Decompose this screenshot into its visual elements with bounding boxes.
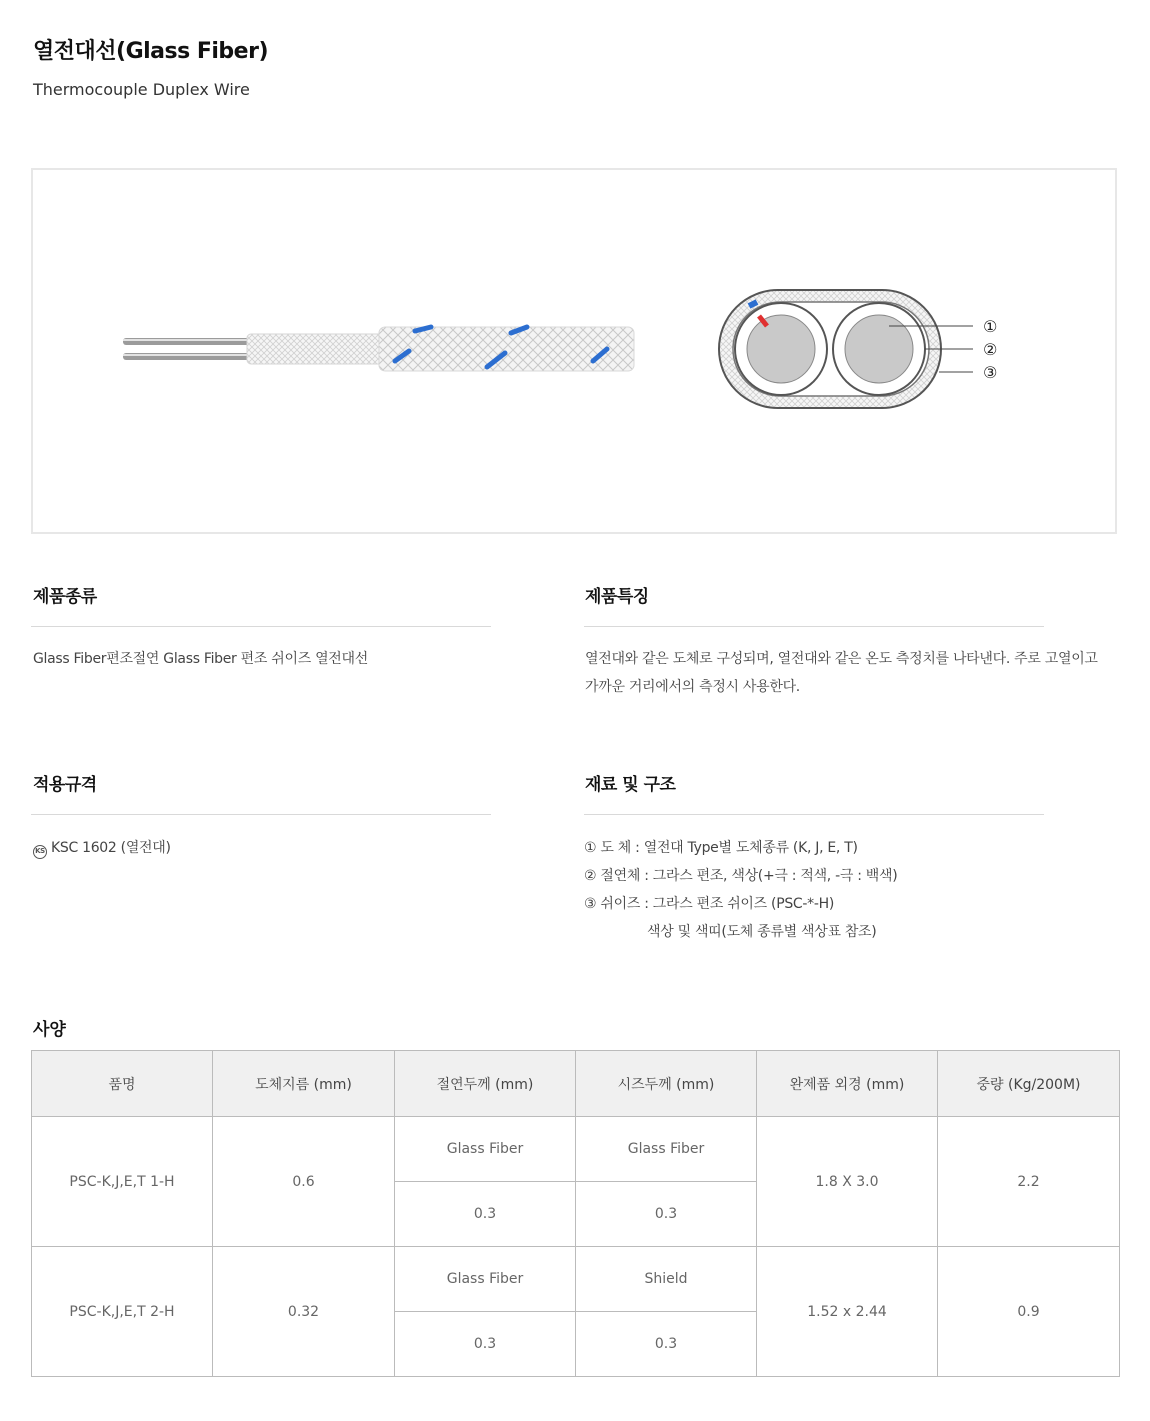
weight-cell: 2.2 bbox=[938, 1117, 1120, 1247]
standard-text-row bbox=[33, 834, 171, 862]
materials-divider bbox=[584, 814, 1044, 815]
features-line: 열전대와 같은 도체로 구성되며, 열전대와 같은 온도 측정치를 나타낸다. 주로 고열이고 bbox=[585, 651, 1098, 667]
product-type-text: Glass Fiber편조절연 Glass Fiber 편조 쉬이즈 열전대선 bbox=[33, 651, 368, 667]
callout-1: ① bbox=[983, 317, 998, 336]
product-image-box bbox=[31, 168, 1117, 534]
standard-divider bbox=[31, 814, 491, 815]
spec-header-row bbox=[32, 1051, 1120, 1117]
header-cell: 절연두께 (mm) bbox=[395, 1051, 576, 1117]
header-cell: 중량 (Kg/200M) bbox=[938, 1051, 1120, 1117]
materials-item: ② 절연체 : 그라스 편조, 색상(+극 : 적색, -극 : 백색) bbox=[584, 868, 898, 884]
conductor-cell: 0.32 bbox=[213, 1247, 395, 1377]
callout-3: ③ bbox=[983, 363, 998, 382]
product-type-divider bbox=[31, 626, 491, 627]
conductor-cell: 0.6 bbox=[213, 1117, 395, 1247]
page-subtitle: Thermocouple Duplex Wire bbox=[33, 80, 250, 99]
wire-cross-section bbox=[719, 290, 997, 408]
insulation-cell: Glass Fiber bbox=[395, 1247, 576, 1312]
materials-item: 색상 및 색띠(도체 종류별 색상표 참조) bbox=[647, 924, 877, 940]
spec-table bbox=[31, 1050, 1120, 1377]
spec-title: 사양 bbox=[33, 1020, 66, 1040]
table-row bbox=[32, 1117, 1120, 1182]
header-cell: 완제품 외경 (mm) bbox=[757, 1051, 938, 1117]
product-name-cell: PSC-K,J,E,T 2-H bbox=[32, 1247, 213, 1377]
header-cell: 시즈두께 (mm) bbox=[576, 1051, 757, 1117]
outer-diameter-cell: 1.52 x 2.44 bbox=[757, 1247, 938, 1377]
outer-diameter-cell: 1.8 X 3.0 bbox=[757, 1117, 938, 1247]
weight-cell: 0.9 bbox=[938, 1247, 1120, 1377]
product-type-title: 제품종류 bbox=[33, 587, 97, 607]
table-row bbox=[32, 1247, 1120, 1312]
materials-item: ③ 쉬이즈 : 그라스 편조 쉬이즈 (PSC-*-H) bbox=[584, 896, 834, 912]
header-cell: 품명 bbox=[32, 1051, 213, 1117]
insulation-cell: Glass Fiber bbox=[395, 1117, 576, 1182]
features-text bbox=[585, 645, 1125, 701]
product-illustration bbox=[33, 170, 1115, 532]
product-name-cell: PSC-K,J,E,T 1-H bbox=[32, 1117, 213, 1247]
callout-2: ② bbox=[983, 340, 998, 359]
sheath-cell: 0.3 bbox=[576, 1182, 757, 1247]
features-title: 제품특징 bbox=[585, 587, 649, 607]
insulation-cell: 0.3 bbox=[395, 1312, 576, 1377]
header-cell: 도체지름 (mm) bbox=[213, 1051, 395, 1117]
sheath-cell: 0.3 bbox=[576, 1312, 757, 1377]
insulation-cell: 0.3 bbox=[395, 1182, 576, 1247]
wire-side-view bbox=[123, 327, 634, 371]
sheath-cell: Glass Fiber bbox=[576, 1117, 757, 1182]
features-divider bbox=[584, 626, 1044, 627]
features-line: 가까운 거리에서의 측정시 사용한다. bbox=[585, 679, 800, 695]
standard-text: KSC 1602 (열전대) bbox=[51, 840, 171, 856]
ks-mark-icon: KS bbox=[33, 845, 47, 859]
materials-title: 재료 및 구조 bbox=[585, 775, 676, 795]
materials-item: ① 도 체 : 열전대 Type별 도체종류 (K, J, E, T) bbox=[584, 840, 858, 856]
materials-list bbox=[584, 834, 897, 946]
sheath-cell: Shield bbox=[576, 1247, 757, 1312]
page-title: 열전대선(Glass Fiber) bbox=[33, 39, 268, 64]
standard-title: 적용규격 bbox=[33, 775, 97, 795]
